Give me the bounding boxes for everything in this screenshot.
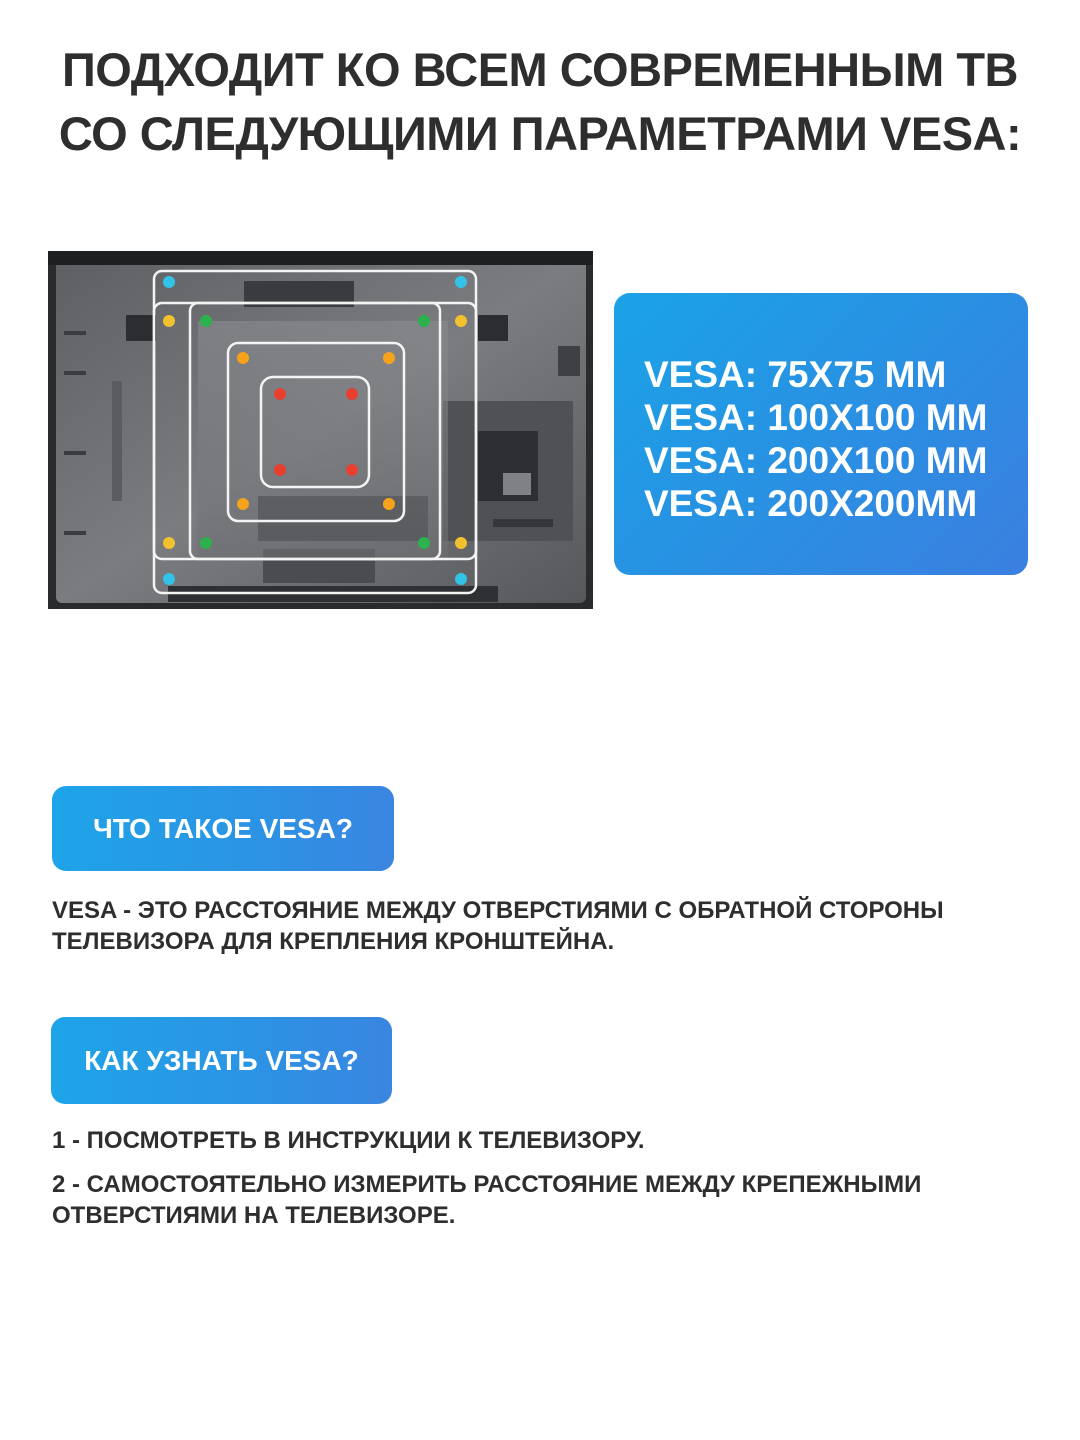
spec-line-75: VESA: 75X75 MM (644, 354, 947, 395)
tv-back-panel-image (48, 251, 593, 609)
how-step-1: 1 - ПОСМОТРЕТЬ В ИНСТРУКЦИИ К ТЕЛЕВИЗОРУ. (52, 1127, 645, 1154)
spec-line-200x100: VESA: 200X100 MM (644, 440, 988, 481)
spec-line-100: VESA: 100X100 MM (644, 397, 988, 438)
what-is-vesa-heading: ЧТО ТАКОЕ VESA? (52, 786, 394, 871)
what-is-vesa-text: VESA - ЭТО РАССТОЯНИЕ МЕЖДУ ОТВЕРСТИЯМИ С ОБРАТНОЙ СТОРОНЫ ТЕЛЕВИЗОРА ДЛЯ КРЕПЛЕНИЯ КРОНШТЕЙНА. (52, 897, 944, 955)
vesa-spec-card (614, 293, 1028, 575)
title-line-1: ПОДХОДИТ КО ВСЕМ СОВРЕМЕННЫМ ТВ (62, 43, 1018, 96)
how-step-2: 2 - САМОСТОЯТЕЛЬНО ИЗМЕРИТЬ РАССТОЯНИЕ МЕЖДУ КРЕПЕЖНЫМИ ОТВЕРСТИЯМИ НА ТЕЛЕВИЗОРЕ. (52, 1171, 922, 1229)
title-line-2: СО СЛЕДУЮЩИМИ ПАРАМЕТРАМИ VESA: (58, 107, 1022, 160)
how-to-find-vesa-heading: КАК УЗНАТЬ VESA? (51, 1017, 392, 1104)
page-title (0, 38, 1080, 166)
spec-line-200x200: VESA: 200X200MM (644, 483, 978, 524)
